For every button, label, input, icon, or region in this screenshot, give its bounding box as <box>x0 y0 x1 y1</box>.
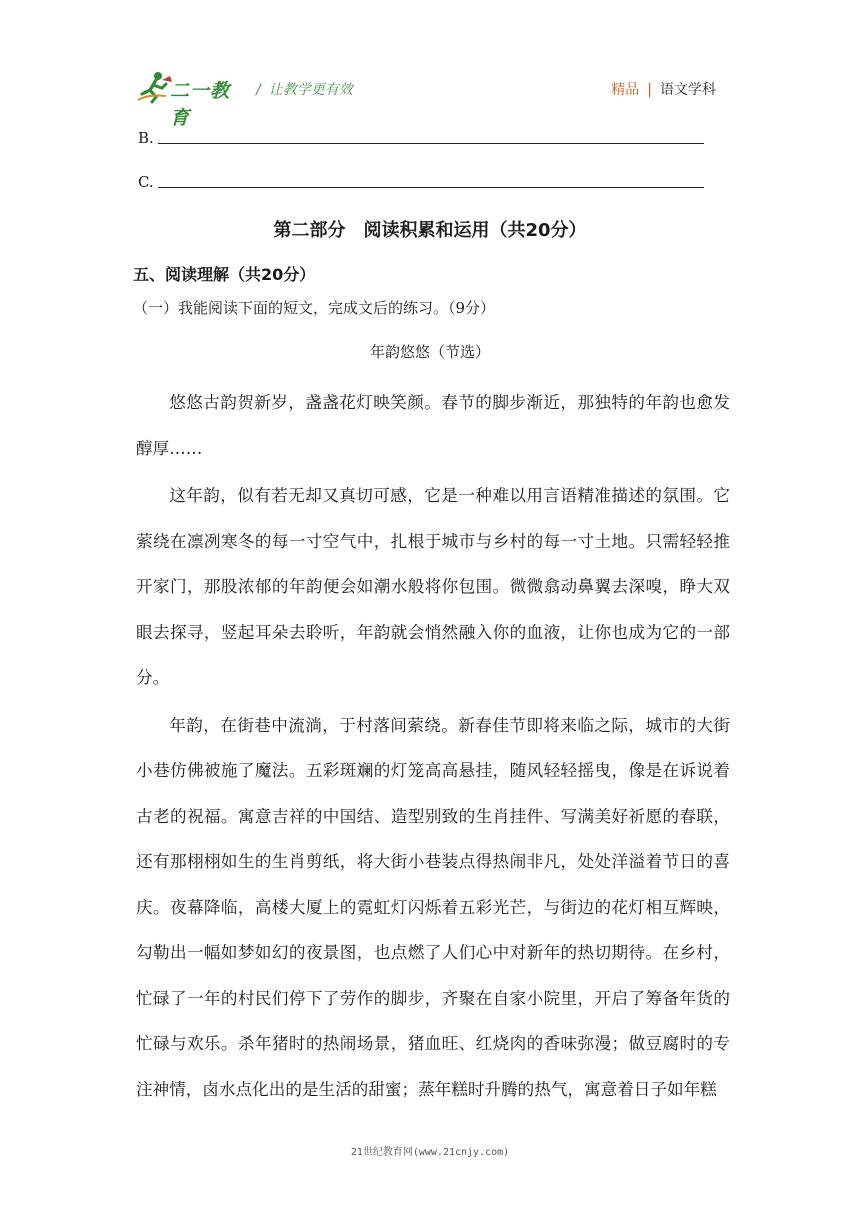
logo <box>136 70 246 129</box>
article-title: 年韵悠悠（节选） <box>369 343 490 361</box>
answer-letter: C. <box>138 173 154 191</box>
subject-tag <box>611 79 716 99</box>
slogan-slash: / <box>256 82 261 98</box>
logo-text: 二一教育 <box>170 80 231 129</box>
answer-line-c <box>138 173 704 191</box>
slogan <box>256 79 353 99</box>
slogan-text: 让教学更有效 <box>268 82 353 98</box>
article-body <box>136 380 730 1114</box>
article-paragraph: 悠悠古韵贺新岁，盏盏花灯映笑颜。春节的脚步渐近，那独特的年韵也愈发醇厚…… <box>136 393 730 458</box>
section-title: 五、阅读理解（共20分） <box>133 265 316 284</box>
answer-letter: B. <box>138 129 154 147</box>
part-title: 第二部分 阅读积累和运用（共20分） <box>273 220 587 241</box>
subject-label: 语文学科 <box>660 82 716 98</box>
page-header <box>136 70 726 129</box>
answer-rule <box>158 187 704 188</box>
question-instruction: （一）我能阅读下面的短文，完成文后的练习。（9分） <box>133 299 496 317</box>
tag-divider: | <box>647 82 652 98</box>
quality-label: 精品 <box>611 82 640 98</box>
answer-line-b <box>138 129 704 147</box>
article-paragraph: 这年韵，似有若无却又真切可感，它是一种难以用言语精准描述的氛围。它萦绕在凛冽寒冬的每一寸空气中，扎根于城市与乡村的每一寸土地。只需轻轻推开家门，那股浓郁的年韵便会如潮水般将你包围。微微翕动鼻翼去深嗅，睁大双眼去探寻，竖起耳朵去聆听，年韵就会悄然融入你的血液，让你也成为它的一部分。 <box>136 486 730 687</box>
page-footer: 21世纪教育网(www.21cnjy.com) <box>350 1147 510 1158</box>
answer-rule <box>158 143 704 144</box>
article-paragraph: 年韵，在街巷中流淌，于村落间萦绕。新春佳节即将来临之际，城市的大街小巷仿佛被施了魔法。五彩斑斓的灯笼高高悬挂，随风轻轻摇曳，像是在诉说着古老的祝福。寓意吉祥的中国结、造型别致的生肖挂件、写满美好祈愿的春联，还有那栩栩如生的生肖剪纸，将大街小巷装点得热闹非凡，处处洋溢着节日的喜庆。夜幕降临，高楼大厦上的霓虹灯闪烁着五彩光芒，与街边的花灯相互辉映，勾勒出一幅如梦如幻的夜景图，也点燃了人们心中对新年的热切期待。在乡村，忙碌了一年的村民们停下了劳作的脚步，齐聚在自家小院里，开启了筹备年货的忙碌与欢乐。杀年猪时的热闹场景，猪血旺、红烧肉的香味弥漫；做豆腐时的专注神情，卤水点化出的是生活的甜蜜；蒸年糕时升腾的热气，寓意着日子如年糕 <box>136 715 730 1099</box>
